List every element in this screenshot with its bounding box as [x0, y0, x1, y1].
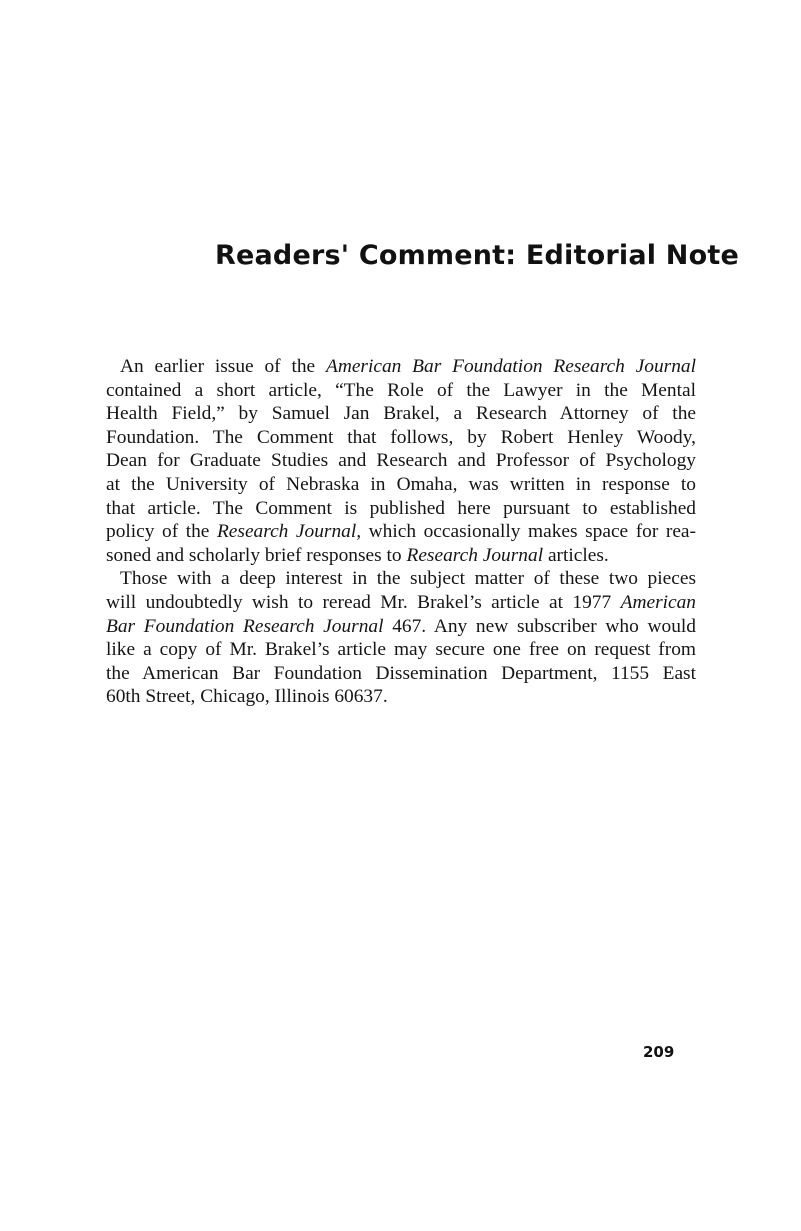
italic-text: American — [620, 591, 696, 613]
text-segment: contained a short article, “The Role of the Lawyer in the Mental — [106, 379, 696, 401]
text-segment: the American Bar Foundation Dissemination Department, 1155 East — [106, 662, 696, 684]
text-line — [106, 402, 696, 426]
italic-text: American Bar Foundation Research Journal — [325, 356, 696, 377]
text-line — [106, 662, 696, 686]
text-line — [106, 497, 696, 521]
text-segment: will undoubtedly wish to reread Mr. Brakel’s article at 1977 — [106, 591, 621, 613]
text-segment: 467. Any new subscriber who would — [383, 615, 696, 637]
text-segment: 60th Street, Chicago, Illinois 60637. — [106, 686, 388, 708]
text-line — [106, 685, 696, 709]
italic-text: Research Journal, — [216, 521, 362, 543]
text-segment: like a copy of Mr. Brakel’s article may secure one free on request from — [106, 639, 696, 661]
text-segment: Those with a deep interest in the subject matter of these two pieces — [120, 568, 696, 590]
text-segment: that article. The Comment is published here pursuant to established — [106, 497, 696, 519]
page-title: Readers' Comment: Editorial Note — [215, 240, 739, 271]
text-segment: Foundation. The Comment that follows, by Robert Henley Woody, — [106, 426, 696, 448]
text-line — [106, 520, 696, 544]
page-number: 209 — [643, 1043, 675, 1061]
text-line — [106, 615, 696, 639]
text-line — [106, 544, 696, 568]
text-line — [106, 379, 696, 403]
text-line — [106, 638, 696, 662]
text-segment: soned and scholarly brief responses to — [106, 544, 407, 566]
text-segment: articles. — [543, 544, 609, 566]
italic-text: Bar Foundation Research Journal — [106, 615, 384, 637]
text-line — [106, 426, 696, 450]
text-segment: which occasionally makes space for rea- — [361, 521, 696, 543]
text-segment: Dean for Graduate Studies and Research and Professor of Psychology — [106, 450, 696, 472]
text-segment: Health Field,” by Samuel Jan Brakel, a Research Attorney of the — [106, 403, 696, 425]
text-line — [106, 567, 696, 591]
text-segment: at the University of Nebraska in Omaha, was written in response to — [106, 473, 696, 495]
text-segment: policy of the — [106, 521, 217, 543]
italic-text: Research Journal — [406, 544, 544, 566]
text-segment: An earlier issue of the — [120, 356, 326, 377]
text-line — [106, 591, 696, 615]
text-line — [106, 355, 696, 379]
text-line — [106, 449, 696, 473]
text-line — [106, 473, 696, 497]
body-text — [106, 355, 696, 709]
